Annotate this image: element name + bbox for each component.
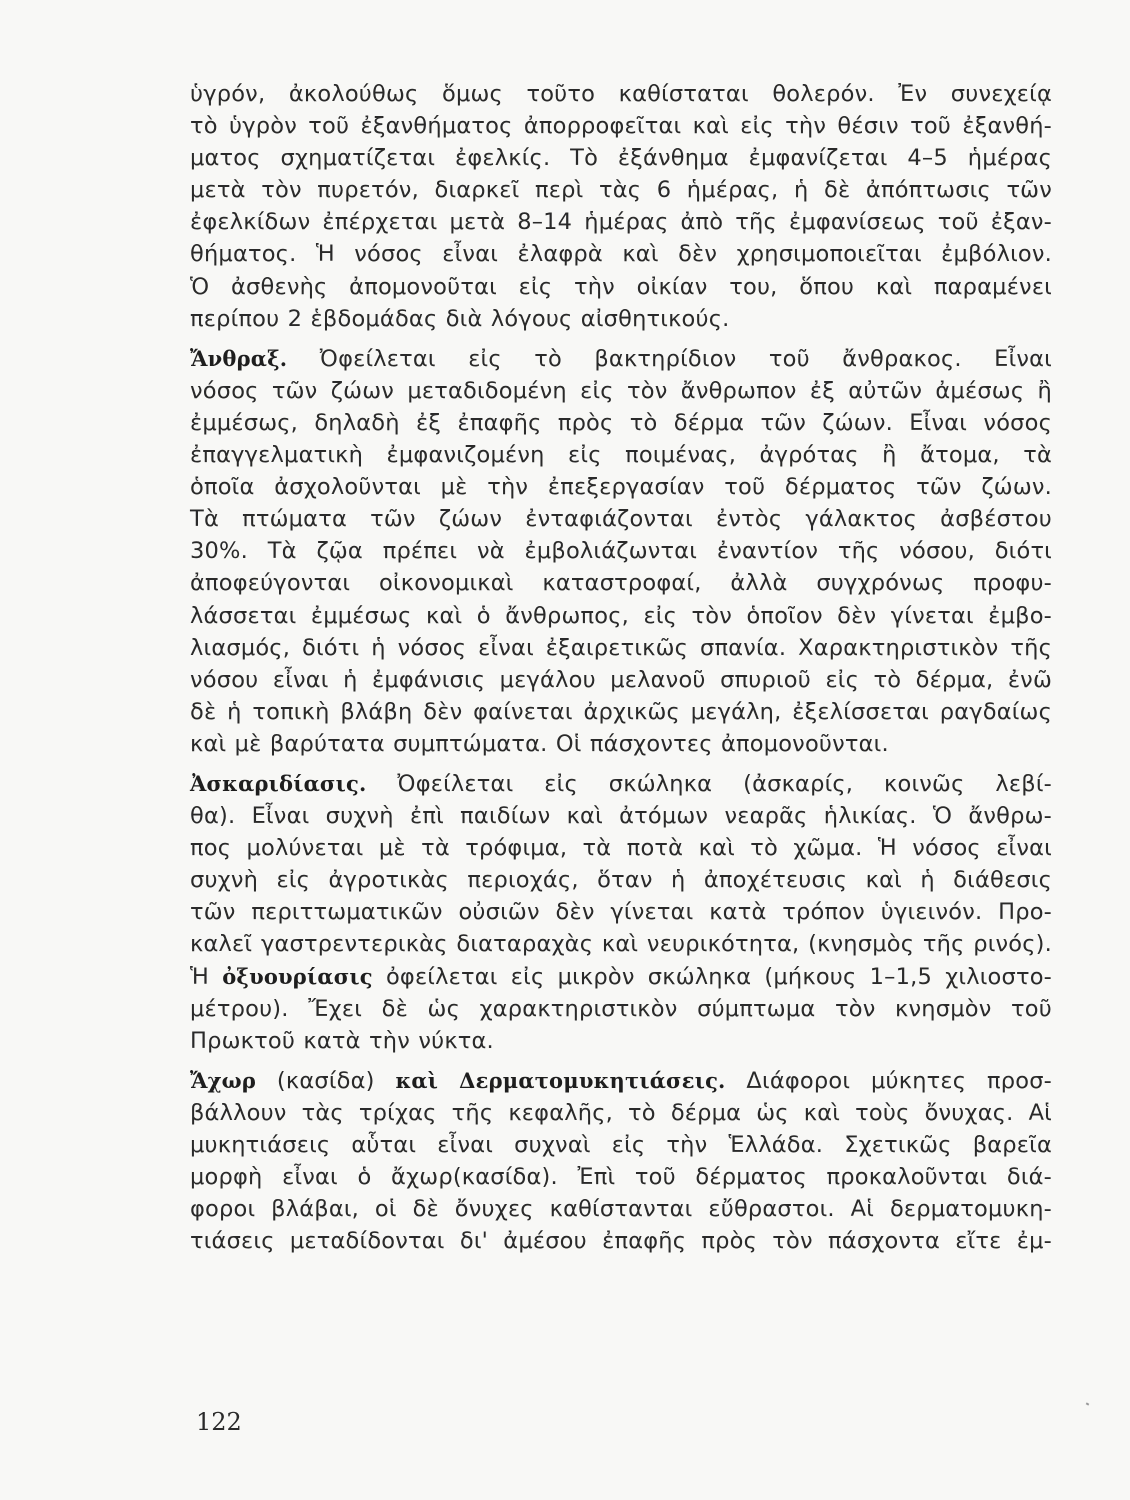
text-line <box>190 567 1052 599</box>
line-text: (κασίδα) <box>256 1067 396 1094</box>
line-prefix: Ἡ <box>190 963 223 990</box>
scan-speck <box>1086 1402 1090 1405</box>
line-text: μυκητιάσεις αὗται εἶναι συχναὶ εἰς τὴν Ἑλλάδα. Σχετικῶς βαρεῖα <box>190 1132 1052 1158</box>
text-line <box>190 1025 1052 1057</box>
line-text: ἀποφεύγονται οἰκονομικαὶ καταστροφαί, ἀλλὰ συγχρόνως προφυ- <box>190 570 1052 597</box>
text-line <box>190 503 1052 535</box>
line-text: λιασμός, διότι ἡ νόσος εἶναι ἐξαιρετικῶς σπανία. Χαρακτηριστικὸν τῆς <box>190 634 1052 661</box>
section-heading: Ἄνθραξ. <box>190 345 288 371</box>
line-text: φοροι βλάβαι, οἱ δὲ ὄνυχες καθίστανται εὔθραστοι. Αἱ δερματομυκη- <box>190 1196 1052 1223</box>
line-text: νόσος τῶν ζώων μεταδιδομένη εἰς τὸν ἄνθρωπον ἐξ αὐτῶν ἀμέσως ἢ <box>190 377 1052 404</box>
text-line <box>190 696 1052 728</box>
line-text: περίπου 2 ἑβδομάδας διὰ λόγους αἰσθητικούς. <box>190 305 730 332</box>
line-text: ματος σχηματίζεται ἐφελκίς. Τὸ ἐξάνθημα ἐμφανίζεται 4–5 ἡμέρας <box>190 145 1052 172</box>
line-text: μορφὴ εἶναι ὁ ἄχωρ(κασίδα). Ἐπὶ τοῦ δέρματος προκαλοῦνται διά- <box>190 1164 1052 1191</box>
text-line <box>190 1065 1052 1097</box>
line-text: Διάφοροι μύκητες προσ- <box>725 1067 1052 1094</box>
line-text: τῶν περιττωματικῶν οὐσιῶν δὲν γίνεται κατὰ τρόπον ὑγιεινόν. Προ- <box>190 899 1052 926</box>
text-line <box>190 928 1052 960</box>
text-line <box>190 896 1052 928</box>
line-text: ὑγρόν, ἀκολούθως ὅμως τοῦτο καθίσταται θολερόν. Ἐν συνεχείᾳ <box>190 81 1052 107</box>
text-line <box>190 768 1052 800</box>
text-line <box>190 728 1052 760</box>
text-line <box>190 864 1052 896</box>
line-text: ἐφελκίδων ἐπέρχεται μετὰ 8–14 ἡμέρας ἀπὸ τῆς ἐμφανίσεως τοῦ ἐξαν- <box>190 209 1052 236</box>
line-text: καλεῖ γαστρεντερικὰς διαταραχὰς καὶ νευρικότητα, (κνησμὸς τῆς ρινός). <box>190 931 1052 958</box>
line-text: Τὰ πτώματα τῶν ζώων ἐνταφιάζονται ἐντὸς γάλακτος ἀσβέστου <box>190 506 1052 533</box>
line-text: καὶ μὲ βαρύτατα συμπτώματα. Οἱ πάσχοντες ἀπομονοῦνται. <box>190 730 889 757</box>
line-text: ἐπαγγελματικὴ ἐμφανιζομένη εἰς ποιμένας, ἀγρότας ἢ ἄτομα, τὰ <box>190 442 1052 469</box>
text-line <box>190 78 1052 110</box>
text-line <box>190 471 1052 503</box>
section-heading: Ἄχωρ <box>190 1067 257 1093</box>
line-text: ἐμμέσως, δηλαδὴ ἐξ ἐπαφῆς πρὸς τὸ δέρμα τῶν ζώων. Εἶναι νόσος <box>190 409 1052 436</box>
section-heading: καὶ Δερματομυκητιάσεις. <box>395 1067 726 1093</box>
section-heading: Ἀσκαριδίασις. <box>190 770 367 796</box>
text-line <box>190 832 1052 864</box>
text-line <box>190 993 1052 1025</box>
page-number: 122 <box>196 1408 242 1436</box>
line-text: ὁποῖα ἀσχολοῦνται μὲ τὴν ἐπεξεργασίαν τοῦ δέρματος τῶν ζώων. <box>190 474 1052 501</box>
paragraph-gap <box>190 335 1052 343</box>
line-text: Ὀφείλεται εἰς σκώληκα (ἀσκαρίς, κοινῶς λεβί- <box>366 770 1052 797</box>
text-line <box>190 961 1052 993</box>
text-line <box>190 1161 1052 1193</box>
line-text: ὀφείλεται εἰς μικρὸν σκώληκα (μήκους 1–1,5 χιλιοστο- <box>372 963 1052 990</box>
text-line <box>190 1129 1052 1161</box>
line-text: συχνὴ εἰς ἀγροτικὰς περιοχάς, ὅταν ἡ ἀποχέτευσις καὶ ἡ διάθεσις <box>190 867 1052 894</box>
text-line <box>190 174 1052 206</box>
text-line <box>190 142 1052 174</box>
line-text: Ὁ ἀσθενὴς ἀπομονοῦται εἰς τὴν οἰκίαν του, ὅπου καὶ παραμένει <box>190 273 1052 300</box>
text-line <box>190 271 1052 303</box>
line-text: Πρωκτοῦ κατὰ τὴν νύκτα. <box>190 1027 494 1054</box>
line-text: μέτρου). Ἔχει δὲ ὡς χαρακτηριστικὸν σύμπτωμα τὸν κνησμὸν τοῦ <box>190 995 1052 1022</box>
text-line <box>190 800 1052 832</box>
text-line <box>190 375 1052 407</box>
line-text: δὲ ἡ τοπικὴ βλάβη δὲν φαίνεται ἀρχικῶς μεγάλη, ἐξελίσσεται ραγδαίως <box>190 698 1052 725</box>
text-line <box>190 535 1052 567</box>
text-line <box>190 206 1052 238</box>
text-line <box>190 600 1052 632</box>
line-text: λάσσεται ἐμμέσως καὶ ὁ ἄνθρωπος, εἰς τὸν ὁποῖον δὲν γίνεται ἐμβο- <box>190 602 1052 629</box>
text-line <box>190 303 1052 335</box>
line-text: 30%. Τὰ ζῷα πρέπει νὰ ἐμβολιάζωνται ἐναντίον τῆς νόσου, διότι <box>190 538 1052 565</box>
text-line <box>190 1193 1052 1225</box>
line-text: τιάσεις μεταδίδονται δι' ἀμέσου ἐπαφῆς πρὸς τὸν πάσχοντα εἴτε ἐμ- <box>190 1228 1052 1255</box>
text-line <box>190 407 1052 439</box>
text-line <box>190 1097 1052 1129</box>
text-line <box>190 632 1052 664</box>
paragraph-gap <box>190 760 1052 768</box>
line-text: μετὰ τὸν πυρετόν, διαρκεῖ περὶ τὰς 6 ἡμέρας, ἡ δὲ ἀπόπτωσις τῶν <box>190 177 1052 204</box>
body-text <box>190 78 1052 1257</box>
line-text: Ὀφείλεται εἰς τὸ βακτηρίδιον τοῦ ἄνθρακος. Εἶναι <box>287 345 1052 372</box>
line-text: θήματος. Ἡ νόσος εἶναι ἐλαφρὰ καὶ δὲν χρησιμοποιεῖται ἐμβόλιον. <box>190 241 1052 268</box>
text-line <box>190 343 1052 375</box>
section-heading: ὀξυουρίασις <box>222 963 373 989</box>
text-line <box>190 664 1052 696</box>
paragraph-gap <box>190 1057 1052 1065</box>
text-line <box>190 110 1052 142</box>
text-line <box>190 1225 1052 1257</box>
line-text: τὸ ὑγρὸν τοῦ ἐξανθήματος ἀπορροφεῖται καὶ εἰς τὴν θέσιν τοῦ ἐξανθή- <box>190 113 1052 140</box>
line-text: νόσου εἶναι ἡ ἐμφάνισις μεγάλου μελανοῦ σπυριοῦ εἰς τὸ δέρμα, ἐνῶ <box>190 666 1052 693</box>
line-text: πος μολύνεται μὲ τὰ τρόφιμα, τὰ ποτὰ καὶ τὸ χῶμα. Ἡ νόσος εἶναι <box>190 835 1052 862</box>
line-text: θα). Εἶναι συχνὴ ἐπὶ παιδίων καὶ ἀτόμων νεαρᾶς ἡλικίας. Ὁ ἄνθρω- <box>190 803 1052 830</box>
text-line <box>190 439 1052 471</box>
line-text: βάλλουν τὰς τρίχας τῆς κεφαλῆς, τὸ δέρμα ὡς καὶ τοὺς ὄνυχας. Αἱ <box>190 1099 1052 1126</box>
text-line <box>190 238 1052 270</box>
